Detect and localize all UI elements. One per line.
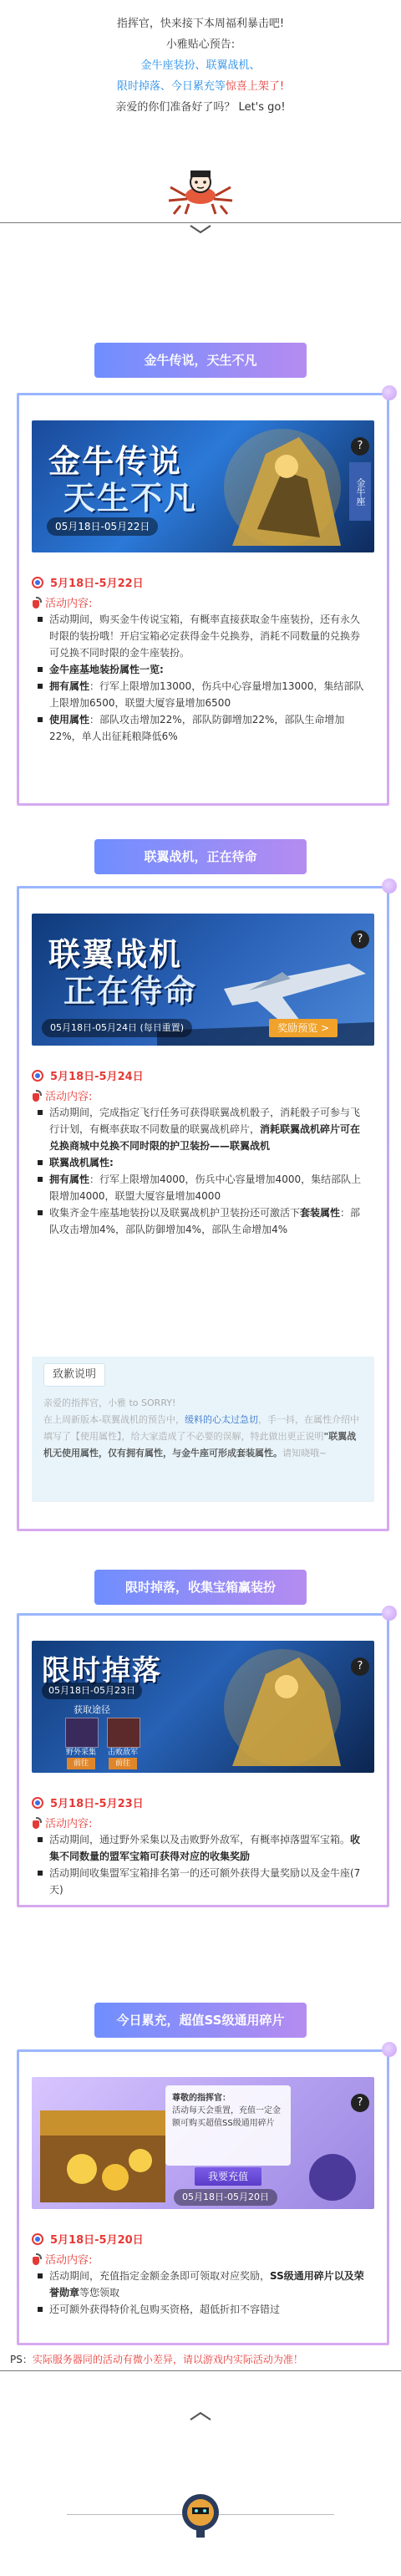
intro-line-4a: 限时掉落、今日累充等 bbox=[116, 80, 226, 93]
help-icon[interactable]: ? bbox=[351, 930, 369, 949]
notice-p2a: 在上周新版本-联翼战机的预告中， bbox=[43, 1414, 185, 1425]
taurus-banner-side: 金牛座 bbox=[349, 462, 371, 521]
clock-icon bbox=[32, 2233, 43, 2245]
intro-line-4b: 惊喜上架了! bbox=[225, 80, 285, 93]
drop-date bbox=[32, 1795, 144, 1810]
drop-banner-b1: 野外采集 bbox=[65, 1749, 96, 1757]
list-item bbox=[38, 2268, 368, 2301]
list-item-text: 活动期间，通过野外采集以及击败野外敌军，有概率掉落盟军宝箱。 bbox=[49, 1834, 351, 1845]
enemy-icon bbox=[107, 1718, 140, 1748]
notice-title: 致歉说明 bbox=[43, 1363, 105, 1387]
notice-p2c: ，手一抖，在属性介绍中填写了【使用属性】，给大家造成了不必要的误解，特此做出更正说明 bbox=[43, 1414, 359, 1442]
list-item-bold: 联翼战机属性: bbox=[49, 1157, 114, 1168]
section-recharge bbox=[17, 2049, 389, 2345]
intro-line-5: 亲爱的你们准备好了吗？ Let's go! bbox=[115, 101, 286, 114]
clock-icon bbox=[32, 1797, 43, 1809]
list-item-text: ：部队攻击增加4%，部队防御增加4%，部队生命增加4% bbox=[49, 1207, 361, 1235]
gift-icon bbox=[32, 2253, 40, 2265]
ps-note bbox=[10, 2352, 394, 2366]
taurus-label bbox=[32, 594, 92, 610]
list-item: 活动期间，购买金牛传说宝箱，有概率直接获取金牛座装扮，还有永久时限的装扮哦！开启宝箱必定获得金牛兑换券，消耗不同数量的兑换券可兑换不同时限的金牛座装扮。 bbox=[38, 611, 368, 661]
chevron-up-icon[interactable] bbox=[188, 2411, 213, 2422]
list-item bbox=[38, 711, 368, 745]
list-item-bold: 拥有属性 bbox=[49, 1173, 90, 1185]
wing-banner-title2: 正在待命 bbox=[63, 973, 198, 1010]
help-icon[interactable]: ? bbox=[351, 1657, 369, 1676]
recharge-label bbox=[32, 2251, 92, 2267]
ps-text: 实际服务器同的活动有微小差异，请以游戏内实际活动为准！ bbox=[32, 2354, 303, 2365]
clock-icon bbox=[32, 577, 43, 588]
recharge-items bbox=[38, 2268, 368, 2318]
decor-dot bbox=[382, 1606, 397, 1621]
recharge-card bbox=[165, 2085, 291, 2166]
drop-label bbox=[32, 1815, 92, 1830]
list-item-bold: 使用属性 bbox=[49, 714, 90, 725]
taurus-banner-title1: 金牛传说 bbox=[48, 443, 183, 480]
wing-banner-date: 05月18日-05月24日 (每日重置) bbox=[42, 1019, 192, 1037]
harvest-icon bbox=[65, 1718, 99, 1748]
notice-p2e: 请知晓哦~ bbox=[282, 1448, 327, 1459]
section-tag-drop: 限时掉落，收集宝箱赢装扮 bbox=[94, 1570, 307, 1605]
list-item-text: ：行军上限增加13000，伤兵中心容量增加13000，集结部队上限增加6500，联盟大厦容量增加6500 bbox=[49, 680, 364, 709]
help-icon[interactable]: ? bbox=[351, 2094, 369, 2112]
wing-date bbox=[32, 1067, 144, 1083]
list-item-bold: 收集不同数量的盟军宝箱可获得对应的收集奖励 bbox=[49, 1834, 361, 1862]
gift-icon bbox=[32, 1817, 40, 1829]
drop-banner-date: 05月18日-05月23日 bbox=[42, 1683, 142, 1699]
list-item-bold: 消耗联翼战机碎片可在兑换商城中兑换不同时限的护卫装扮——联翼战机 bbox=[49, 1123, 361, 1152]
list-item bbox=[38, 678, 368, 711]
section-limited-drop bbox=[17, 1613, 389, 1907]
section-tag-wing: 联翼战机，正在待命 bbox=[94, 839, 307, 874]
taurus-banner-date: 05月18日-05月22日 bbox=[47, 517, 158, 536]
intro-line-2: 小雅贴心预告: bbox=[165, 38, 236, 51]
robot-mascot-icon bbox=[178, 2487, 223, 2541]
drop-banner bbox=[32, 1641, 374, 1773]
notice-body bbox=[43, 1395, 364, 1462]
section-tag-recharge: 今日累充，超值SS级通用碎片 bbox=[94, 2003, 307, 2038]
taurus-date-text: 5月18日-5月22日 bbox=[50, 578, 144, 590]
clock-icon bbox=[32, 1070, 43, 1082]
drop-items bbox=[38, 1831, 368, 1898]
notice-p1: 亲爱的指挥官，小雅 to SORRY! bbox=[43, 1397, 176, 1408]
help-icon[interactable]: ? bbox=[351, 437, 369, 456]
drop-date-text: 5月18日-5月23日 bbox=[50, 1798, 144, 1810]
decor-dot bbox=[382, 2042, 397, 2057]
divider bbox=[0, 2370, 401, 2371]
recharge-button[interactable]: 我要充值 bbox=[195, 2167, 261, 2186]
recharge-banner-date: 05月18日-05月20日 bbox=[174, 2189, 277, 2206]
recharge-banner bbox=[32, 2077, 374, 2209]
list-item bbox=[38, 1104, 368, 1154]
list-item-bold: 套装属性 bbox=[300, 1207, 341, 1219]
list-item-text: 收集齐金牛座基地装扮以及联翼战机护卫装扮还可激活下 bbox=[49, 1207, 301, 1219]
wing-banner bbox=[32, 914, 374, 1046]
list-item bbox=[38, 661, 368, 678]
list-item-text: ：行军上限增加4000，伤兵中心容量增加4000，集结部队上限增加4000，联盟大厦容量增加4000 bbox=[49, 1173, 362, 1202]
list-item: 还可额外获得特价礼包购买资格，超低折扣不容错过 bbox=[38, 2301, 368, 2318]
intro-line-3: 金牛座装扮、联翼战机、 bbox=[140, 59, 261, 72]
list-item-text: ：部队攻击增加22%，部队防御增加22%，部队生命增加22%，单人出征耗粮降低6% bbox=[49, 714, 345, 742]
taurus-banner bbox=[32, 420, 374, 552]
list-item-text: 等您领取 bbox=[79, 2287, 120, 2299]
intro-line-1: 指挥官，快来接下本周福利暴击吧! bbox=[116, 18, 285, 30]
recharge-card-line1: 尊敬的指挥官： bbox=[172, 2094, 231, 2103]
list-item-bold: 金牛座基地装扮属性一览: bbox=[49, 664, 164, 675]
reward-preview-button[interactable]: 奖励预览 > bbox=[269, 1019, 338, 1037]
wing-label bbox=[32, 1087, 92, 1103]
list-item-bold: 拥有属性 bbox=[49, 680, 90, 692]
gift-icon bbox=[32, 1090, 40, 1102]
recharge-date bbox=[32, 2231, 144, 2247]
drop-banner-b2: 击败敌军 bbox=[107, 1749, 138, 1757]
list-item bbox=[38, 1171, 368, 1204]
apology-notice bbox=[32, 1357, 374, 1502]
list-item bbox=[38, 1154, 368, 1171]
ps-prefix: PS： bbox=[10, 2354, 33, 2365]
drop-banner-sub: 获取途径 bbox=[74, 1704, 110, 1715]
taurus-items bbox=[38, 611, 368, 745]
go-button[interactable]: 前往 bbox=[67, 1758, 95, 1769]
wing-items bbox=[38, 1104, 368, 1238]
recharge-date-text: 5月18日-5月20日 bbox=[50, 2234, 144, 2247]
intro-line-4 bbox=[0, 76, 401, 97]
taurus-banner-title2: 天生不凡 bbox=[63, 480, 198, 517]
list-item-bold: SS级通用碎片以及荣誉勋章 bbox=[49, 2270, 364, 2299]
wing-label-text: 活动内容: bbox=[45, 1091, 93, 1103]
go-button[interactable]: 前往 bbox=[109, 1758, 137, 1769]
recharge-label-text: 活动内容: bbox=[45, 2254, 93, 2267]
list-item bbox=[38, 1204, 368, 1238]
wing-banner-title1: 联翼战机 bbox=[48, 936, 183, 973]
list-item-text: 活动期间，充值指定金额金条即可领取对应奖励， bbox=[49, 2270, 271, 2282]
section-wing-fighter bbox=[17, 886, 389, 1531]
taurus-label-text: 活动内容: bbox=[45, 598, 93, 610]
recharge-card-line2: 活动每天会重置，充值一定金额可购买超值SS级通用碎片 bbox=[172, 2106, 281, 2128]
mascot-icon bbox=[159, 164, 242, 216]
section-tag-taurus: 金牛传说，天生不凡 bbox=[94, 343, 307, 378]
notice-p2b: 缓料的心太过急切 bbox=[184, 1414, 258, 1425]
list-item-text: 活动期间，完成指定飞行任务可获得联翼战机骰子，消耗骰子可参与飞行计划，有概率获取不同数量的联翼战机碎片， bbox=[49, 1107, 361, 1135]
taurus-date bbox=[32, 574, 144, 590]
list-item bbox=[38, 1831, 368, 1865]
notice-p2 bbox=[43, 1412, 364, 1462]
gift-icon bbox=[32, 597, 40, 608]
notice-p2d: "联翼战机无使用属性，仅有拥有属性，与金牛座可形成套装属性。 bbox=[43, 1431, 357, 1459]
list-item: 活动期间收集盟军宝箱排名第一的还可额外获得大量奖励以及金牛座(7天) bbox=[38, 1865, 368, 1898]
drop-label-text: 活动内容: bbox=[45, 1818, 93, 1830]
drop-banner-title: 限时掉落 bbox=[42, 1654, 162, 1688]
decor-dot bbox=[382, 878, 397, 893]
chevron-down-icon bbox=[188, 223, 213, 235]
decor-dot bbox=[382, 385, 397, 400]
wing-date-text: 5月18日-5月24日 bbox=[50, 1071, 144, 1083]
section-taurus bbox=[17, 393, 389, 806]
